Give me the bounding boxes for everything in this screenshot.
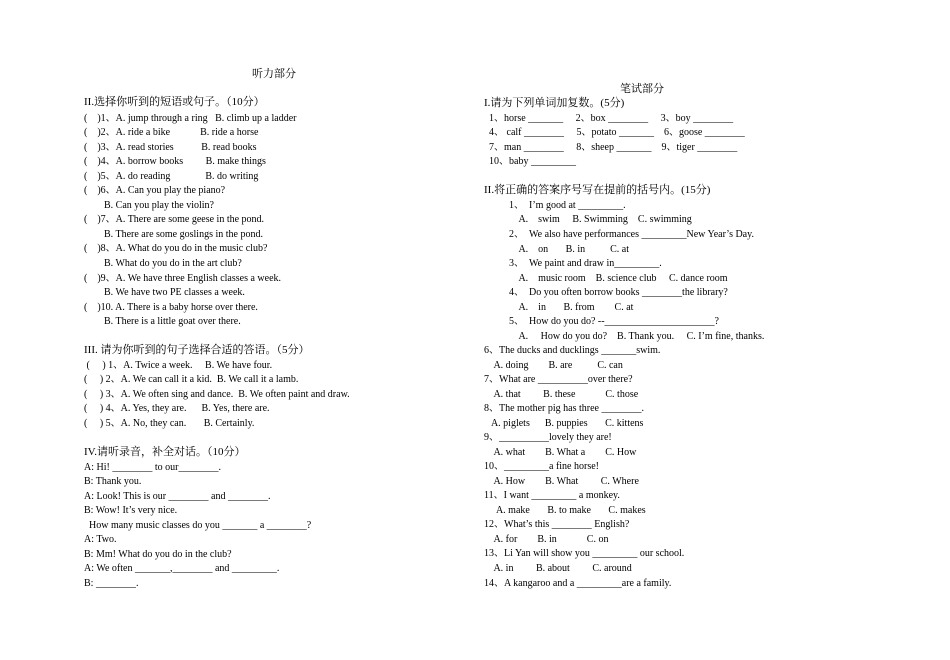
- question-line: 13、Li Yan will show you _________ our school.: [484, 548, 685, 559]
- question-line: 7、man ________ 8、sheep _______ 9、tiger ________: [484, 142, 738, 153]
- section-i-heading: I.请为下列单词加复数。(5分): [484, 97, 625, 109]
- question-line: 7、What are __________over there?: [484, 374, 633, 385]
- question-line: A. make B. to make C. makes: [484, 505, 646, 516]
- question-line: ( ) 1、A. Twice a week. B. We have four.: [84, 360, 273, 371]
- section-ii-heading: II.将正确的答案序号写在提前的括号内。(15分): [484, 184, 711, 196]
- dialogue-line: A: We often _______,________ and _________.: [84, 563, 280, 574]
- dialogue-line: B: Wow! It’s very nice.: [84, 505, 178, 516]
- question-line: ( )10. A. There is a baby horse over there.: [84, 302, 258, 313]
- question-line: A. swim B. Swimming C. swimming: [484, 214, 692, 225]
- question-line: A. in B. from C. at: [484, 302, 634, 313]
- question-line: 6、The ducks and ducklings _______swim.: [484, 345, 661, 356]
- section-ii-heading: II.选择你听到的短语或句子。（10分）: [84, 96, 265, 108]
- question-line: ( )6、A. Can you play the piano?: [84, 185, 226, 196]
- question-line: 3、 We paint and draw in_________.: [484, 258, 662, 269]
- question-line: A. on B. in C. at: [484, 244, 630, 255]
- dialogue-line: A: Look! This is our ________ and ________.: [84, 491, 271, 502]
- listening-title: 听力部分: [252, 68, 296, 80]
- question-line: 12、What’s this ________ English?: [484, 519, 630, 530]
- question-line: 14、A kangaroo and a _________are a family.: [484, 578, 672, 589]
- question-line: ( )2、A. ride a bike B. ride a horse: [84, 127, 259, 138]
- dialogue-line: A: Two.: [84, 534, 117, 545]
- question-line: A. that B. these C. those: [484, 389, 639, 400]
- question-line: ( )3、A. read stories B. read books: [84, 142, 257, 153]
- question-line: 4、 Do you often borrow books ________the library?: [484, 287, 728, 298]
- dialogue-line: How many music classes do you _______ a ________?: [84, 520, 312, 531]
- question-line: 1、 I’m good at _________.: [484, 200, 626, 211]
- question-line: 9、__________lovely they are!: [484, 432, 612, 443]
- question-line: B. There are some goslings in the pond.: [84, 229, 263, 240]
- question-line: ( ) 3、A. We often sing and dance. B. We often paint and draw.: [84, 389, 350, 400]
- question-line: ( )9、A. We have three English classes a week.: [84, 273, 282, 284]
- question-line: ( )7、A. There are some geese in the pond.: [84, 214, 265, 225]
- question-line: A. what B. What a C. How: [484, 447, 637, 458]
- question-line: ( )4、A. borrow books B. make things: [84, 156, 266, 167]
- question-line: A. How B. What C. Where: [484, 476, 639, 487]
- question-line: 4、 calf ________ 5、potato _______ 6、goose ________: [484, 127, 745, 138]
- question-line: ( ) 5、A. No, they can. B. Certainly.: [84, 418, 255, 429]
- section-iii-heading: III. 请为你听到的句子选择合适的答语。（5分）: [84, 344, 310, 356]
- question-line: A. How do you do? B. Thank you. C. I’m fine, thanks.: [484, 331, 765, 342]
- question-line: 10、_________a fine horse!: [484, 461, 599, 472]
- question-line: ( )5、A. do reading B. do writing: [84, 171, 259, 182]
- dialogue-line: A: Hi! ________ to our________.: [84, 462, 221, 473]
- section-iv-heading: IV.请听录音，补全对话。（10分）: [84, 446, 246, 458]
- question-line: A. piglets B. puppies C. kittens: [484, 418, 644, 429]
- question-line: 2、 We also have performances _________New Year’s Day.: [484, 229, 754, 240]
- question-line: ( ) 2、A. We can call it a kid. B. We call it a lamb.: [84, 374, 299, 385]
- question-line: A. doing B. are C. can: [484, 360, 623, 371]
- question-line: A. for B. in C. on: [484, 534, 609, 545]
- question-line: 11、I want _________ a monkey.: [484, 490, 620, 501]
- question-line: 8、The mother pig has three ________.: [484, 403, 644, 414]
- dialogue-line: B: Mm! What do you do in the club?: [84, 549, 232, 560]
- question-line: ( )1、A. jump through a ring B. climb up a ladder: [84, 113, 297, 124]
- question-line: 1、horse _______ 2、box ________ 3、boy ________: [484, 113, 734, 124]
- question-line: ( ) 4、A. Yes, they are. B. Yes, there are.: [84, 403, 270, 414]
- writing-title: 笔试部分: [620, 83, 664, 95]
- dialogue-line: B: ________.: [84, 578, 139, 589]
- question-line: B. Can you play the violin?: [84, 200, 214, 211]
- dialogue-line: B: Thank you.: [84, 476, 142, 487]
- question-line: B. What do you do in the art club?: [84, 258, 242, 269]
- question-line: 5、 How do you do? --______________________?: [484, 316, 719, 327]
- question-line: A. music room B. science club C. dance room: [484, 273, 728, 284]
- question-line: B. There is a little goat over there.: [84, 316, 241, 327]
- question-line: 10、baby _________: [484, 156, 576, 167]
- question-line: ( )8、A. What do you do in the music club?: [84, 243, 268, 254]
- question-line: B. We have two PE classes a week.: [84, 287, 245, 298]
- question-line: A. in B. about C. around: [484, 563, 632, 574]
